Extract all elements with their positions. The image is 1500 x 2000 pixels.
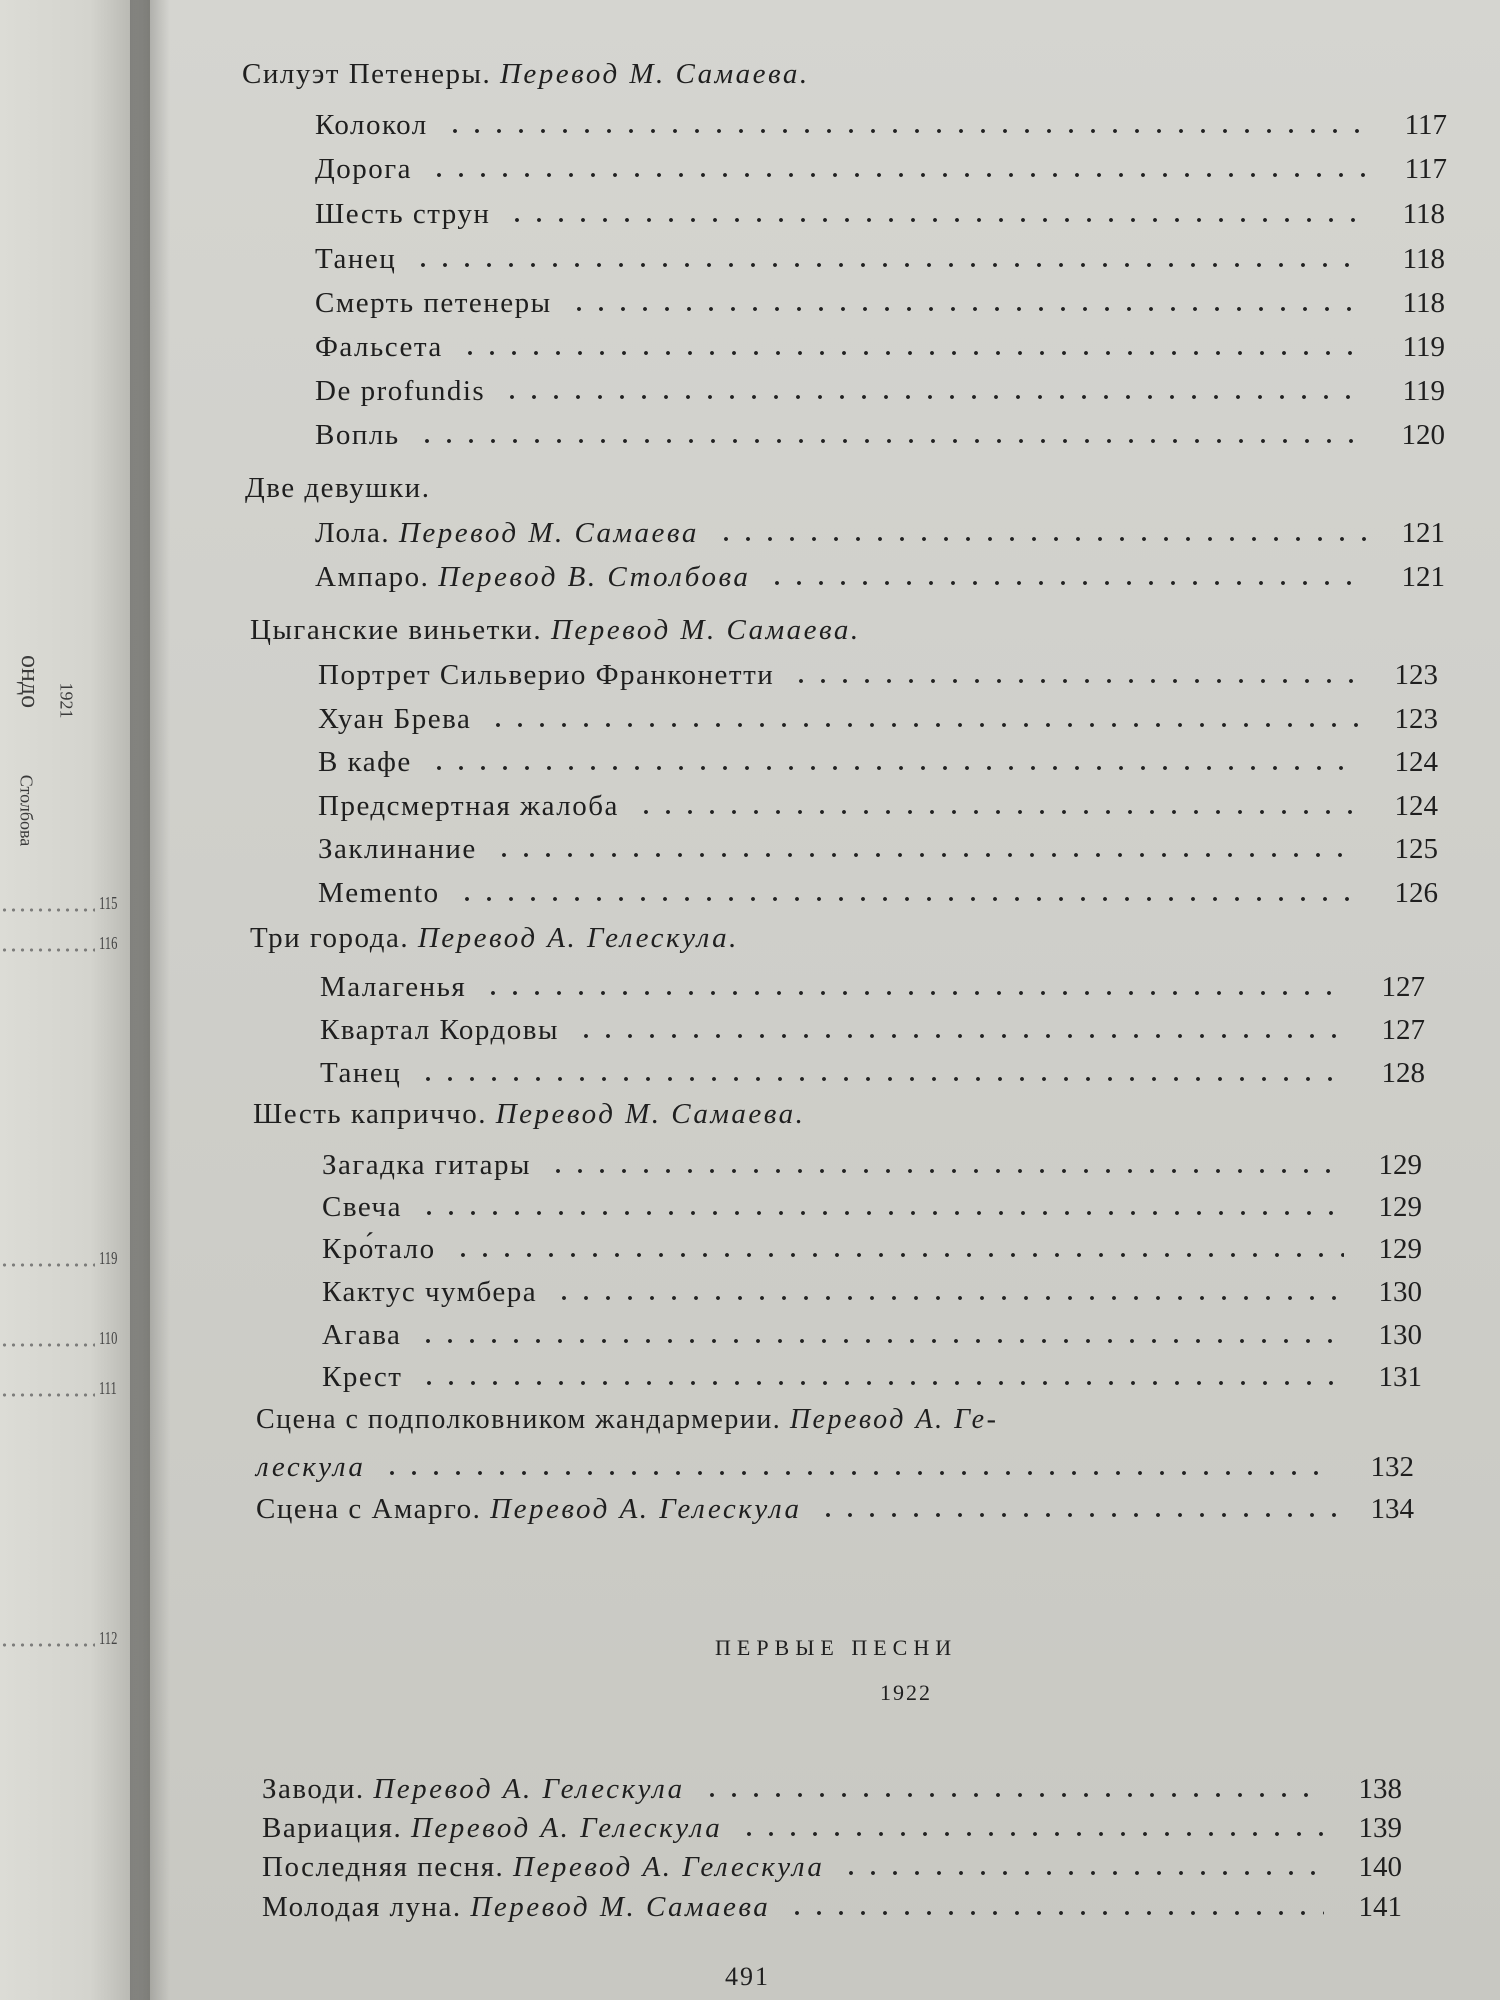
entry-page: 118 [1402, 243, 1445, 275]
leader-dots [375, 1468, 1336, 1478]
entry-page: 131 [1378, 1361, 1422, 1393]
entry-translator: Перевод М. Самаева [470, 1891, 771, 1923]
entry-page: 127 [1381, 971, 1425, 1003]
toc-group-heading [253, 1098, 805, 1131]
left-page-number: 111 [98, 1378, 117, 1398]
entry-page: 129 [1378, 1233, 1422, 1265]
leader-dots [422, 170, 1369, 180]
toc-entry [322, 1267, 1422, 1307]
entry-title: Портрет Сильверио Франконетти [318, 659, 775, 691]
entry-page: 119 [1402, 375, 1445, 407]
leader-dots [487, 850, 1360, 860]
entry-title: Малагенья [320, 971, 467, 1003]
left-page-fragment [0, 0, 150, 2000]
group-translator: Перевод А. Гелескула. [417, 922, 739, 954]
entry-page: 138 [1358, 1773, 1402, 1805]
toc-entry [320, 962, 1425, 1002]
toc-entry [262, 1842, 1402, 1882]
left-page-leader [0, 945, 95, 955]
leader-dots [834, 1868, 1324, 1878]
entry-page: 141 [1358, 1891, 1402, 1923]
entry-page: 124 [1394, 790, 1438, 822]
leader-dots [811, 1510, 1336, 1520]
entry-page: 130 [1378, 1276, 1422, 1308]
group-title: Силуэт Петенеры. [242, 58, 492, 90]
leader-dots [541, 1166, 1344, 1176]
group-translator: Перевод М. Самаева. [550, 614, 861, 646]
entry-title [315, 563, 750, 592]
entry-translator: Перевод А. Гелескула [490, 1493, 802, 1525]
left-page-leader [0, 1640, 95, 1650]
leader-dots [481, 720, 1360, 730]
entry-title [262, 1814, 722, 1843]
entry-page: 121 [1401, 561, 1445, 593]
entry-title: Свеча [322, 1191, 402, 1223]
toc-group-heading [250, 614, 861, 647]
entry-title: Крест [322, 1361, 403, 1393]
toc-entry [320, 1005, 1425, 1045]
entry-page: 117 [1404, 109, 1447, 141]
left-page-text: ондо [16, 655, 45, 709]
entry-page: 127 [1381, 1014, 1425, 1046]
entry-page: 132 [1370, 1451, 1414, 1483]
leader-dots [495, 392, 1367, 402]
entry-name: Сцена с Амарго. [256, 1493, 482, 1525]
toc-entry [262, 1764, 1402, 1804]
entry-page: 117 [1404, 153, 1447, 185]
toc-entry [315, 234, 1445, 274]
leader-dots [476, 988, 1347, 998]
entry-title: Загадка гитары [322, 1149, 531, 1181]
entry-title: Заклинание [318, 833, 477, 865]
toc-entry [315, 410, 1445, 450]
leader-dots [500, 215, 1367, 225]
entry-page: 134 [1370, 1493, 1414, 1525]
toc-entry [322, 1310, 1422, 1350]
entry-page: 129 [1378, 1191, 1422, 1223]
entry-title: Дорога [315, 153, 413, 185]
toc-entry [322, 1182, 1422, 1222]
toc-entry [315, 189, 1445, 229]
entry-title: Фальсета [315, 331, 443, 363]
entry-page: 123 [1394, 659, 1438, 691]
entry-page: 139 [1358, 1812, 1402, 1844]
leader-dots [412, 1208, 1344, 1218]
entry-title: Предсмертная жалоба [318, 790, 619, 822]
entry-page: 125 [1394, 833, 1438, 865]
toc-entry [262, 1803, 1402, 1843]
group-title: Три города. [250, 922, 410, 954]
entry-title: Колокол [315, 109, 428, 141]
toc-group-heading [242, 58, 810, 91]
entry-title: Шесть струн [315, 198, 491, 230]
group-translator: Перевод М. Самаева. [499, 58, 810, 90]
leader-dots [569, 1031, 1347, 1041]
page-number: 491 [725, 1962, 770, 1991]
toc-entry [262, 1882, 1402, 1922]
entry-title [262, 1775, 685, 1804]
toc-entry [315, 552, 1445, 592]
entry-page: 123 [1394, 703, 1438, 735]
toc-entry [318, 868, 1438, 908]
entry-name: Лола. [315, 517, 391, 549]
left-page-text: Столбова [16, 774, 37, 847]
leader-dots [410, 436, 1367, 446]
group-title: Шесть каприччо. [253, 1098, 487, 1130]
toc-entry-scene-line1 [256, 1404, 998, 1436]
left-page-text: 1921 [56, 682, 77, 719]
leader-dots [411, 1336, 1344, 1346]
leader-dots [446, 1250, 1344, 1260]
left-page-number: 119 [98, 1248, 118, 1268]
table-of-contents [150, 0, 1500, 2000]
left-page-leader [0, 1260, 95, 1270]
entry-title: В кафе [318, 746, 412, 778]
entry-page: 130 [1378, 1319, 1422, 1351]
toc-entry [322, 1352, 1422, 1392]
entry-name: Ампаро. [315, 561, 430, 593]
leader-dots [450, 894, 1360, 904]
leader-dots [784, 676, 1360, 686]
entry-title: Агава [322, 1319, 402, 1351]
toc-entry [315, 100, 1447, 140]
leader-dots [422, 763, 1360, 773]
entry-translator: Перевод В. Столбова [438, 561, 751, 593]
entry-title: Танец [315, 243, 397, 275]
entry-title: Смерть петенеры [315, 287, 552, 319]
entry-name: Вариация. [262, 1812, 403, 1844]
toc-entry [318, 694, 1438, 734]
book-gutter-shadow [130, 0, 170, 2000]
entry-translator: Перевод А. Гелескула [513, 1851, 825, 1883]
toc-entry [320, 1048, 1425, 1088]
entry-page: 118 [1402, 287, 1445, 319]
toc-entry [318, 650, 1438, 690]
toc-entry [315, 278, 1445, 318]
entry-page: 118 [1402, 198, 1445, 230]
entry-title [262, 1893, 770, 1922]
leader-dots [629, 807, 1360, 817]
entry-title: Квартал Кордовы [320, 1014, 559, 1046]
entry-translator: Перевод А. Ге- [789, 1404, 999, 1435]
entry-title: Кро́тало [322, 1233, 436, 1265]
entry-translator: Перевод М. Самаева [398, 517, 699, 549]
section-title: ПЕРВЫЕ ПЕСНИ [715, 1635, 958, 1660]
toc-group-heading [250, 922, 739, 955]
left-page-number: 116 [98, 933, 118, 953]
entry-name: Молодая луна. [262, 1891, 462, 1923]
leader-dots [732, 1829, 1324, 1839]
toc-group-heading [245, 472, 430, 505]
entry-page: 140 [1358, 1851, 1402, 1883]
entry-name: Последняя песня. [262, 1851, 505, 1883]
left-page-number: 110 [98, 1328, 118, 1348]
leader-dots [453, 348, 1367, 358]
toc-entry [322, 1224, 1422, 1264]
entry-page: 126 [1394, 877, 1438, 909]
leader-dots [411, 1074, 1347, 1084]
left-page-leader [0, 1340, 95, 1350]
left-page-number: 112 [98, 1628, 118, 1648]
left-page-leader [0, 1390, 95, 1400]
toc-entry [318, 781, 1438, 821]
toc-entry [315, 366, 1445, 406]
left-page-number: 115 [98, 893, 118, 913]
leader-dots [412, 1378, 1344, 1388]
entry-title: De profundis [315, 375, 486, 407]
entry-title: Вопль [315, 419, 400, 451]
entry-translator: Перевод А. Гелескула [373, 1773, 685, 1805]
entry-title [262, 1853, 824, 1882]
left-page-leader [0, 905, 95, 915]
group-translator: Перевод М. Самаева. [495, 1098, 806, 1130]
entry-title: Хуан Брева [318, 703, 472, 735]
toc-entry [322, 1140, 1422, 1180]
leader-dots [695, 1790, 1324, 1800]
toc-entry [318, 737, 1438, 777]
toc-entry [318, 824, 1438, 864]
entry-page: 129 [1378, 1149, 1422, 1181]
entry-page: 128 [1381, 1057, 1425, 1089]
entry-name: Сцена с подполковником жандармерии. [256, 1404, 782, 1435]
leader-dots [406, 260, 1367, 270]
entry-translator: лескула [256, 1451, 366, 1483]
entry-title [315, 519, 699, 548]
entry-name: Заводи. [262, 1773, 365, 1805]
entry-title: Memento [318, 877, 440, 909]
leader-dots [562, 304, 1367, 314]
toc-entry [315, 322, 1445, 362]
entry-page: 119 [1402, 331, 1445, 363]
group-title: Две девушки. [245, 472, 431, 504]
group-title: Цыганские виньетки. [250, 614, 543, 646]
entry-title: Кактус чумбера [322, 1276, 538, 1308]
toc-entry [315, 508, 1445, 548]
entry-page: 124 [1394, 746, 1438, 778]
section-year: 1922 [880, 1680, 932, 1705]
entry-title: Танец [320, 1057, 402, 1089]
entry-title [256, 1495, 801, 1524]
leader-dots [547, 1293, 1344, 1303]
leader-dots [780, 1908, 1324, 1918]
toc-entry [256, 1484, 1414, 1524]
toc-entry [315, 144, 1447, 184]
entry-page: 120 [1401, 419, 1445, 451]
leader-dots [709, 534, 1367, 544]
entry-page: 121 [1401, 517, 1445, 549]
leader-dots [438, 126, 1369, 136]
leader-dots [760, 578, 1367, 588]
book-page [150, 0, 1500, 2000]
entry-translator: Перевод А. Гелескула [410, 1812, 723, 1844]
toc-entry [256, 1442, 1414, 1482]
